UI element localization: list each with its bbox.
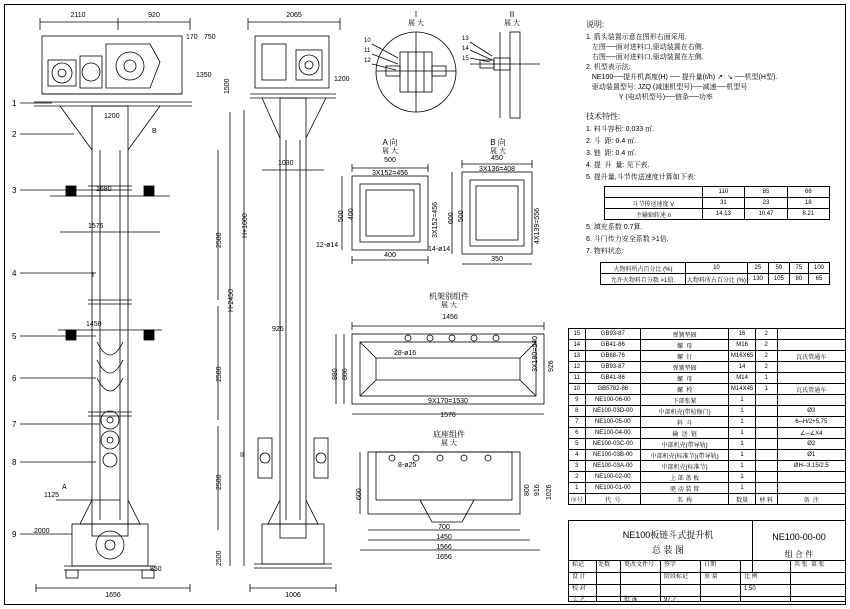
table-row <box>605 209 830 220</box>
pl-5-extra: 瓦氏管通车 <box>777 384 846 395</box>
drawing-name-line2: 总 装 图 <box>651 545 684 555</box>
drawing-number: NE100-00-00 <box>772 532 826 542</box>
table-row <box>569 461 846 472</box>
tech-th-2: 85 <box>745 187 788 198</box>
note-line-6: 驱动装置型号: JZQ (减速机型号)──减速──机型号 <box>586 84 748 91</box>
pl-13-extra <box>777 472 846 483</box>
view-A-sub: 展 大 <box>382 148 398 155</box>
pl-13-code: NE100-02-00 <box>585 472 641 483</box>
viewA-dim-12xd14: 12-ø14 <box>316 242 339 249</box>
pl-3-extra <box>777 362 846 373</box>
mat-r0c4: 80 <box>789 274 808 285</box>
mat-r0c1: 大物料所占百分比 (%) <box>685 274 747 285</box>
pl-6-rem <box>755 395 777 406</box>
pl-13-rem <box>755 472 777 483</box>
pl-h-7: 备 注 <box>777 494 846 505</box>
notes-heading: 说明: <box>586 20 605 29</box>
dim-2500-a: 2500 <box>216 232 223 248</box>
frame-bottom-dim-8xd25: 8-ø25 <box>398 462 417 469</box>
assembly-label: 组 合 件 <box>784 550 814 559</box>
table-row <box>569 406 846 417</box>
material-table <box>600 262 830 285</box>
tech-line-5: 5. 提升量,斗节传送速度计算如下表: <box>586 174 696 181</box>
label-A-lower: A <box>62 484 67 491</box>
item-no-3: 3 <box>12 186 17 195</box>
label-B-top: B <box>152 128 157 135</box>
frame-bottom-dim-1566: 1566 <box>436 544 452 551</box>
viewB-dim-14xd14: 14-ø14 <box>428 246 451 253</box>
pl-h-3: 数量 <box>729 494 756 505</box>
viewA-dim-500-v: 500 <box>338 210 345 222</box>
frame-top-dim-1576: 1576 <box>440 412 456 419</box>
pl-12-qty: 1 <box>729 461 756 472</box>
table-row <box>569 472 846 483</box>
frame-top-dim-880: 880 <box>332 368 339 380</box>
frame-top-dim-3x180: 3X180=540 <box>532 335 539 372</box>
dim-920: 920 <box>148 12 160 19</box>
pl-12-code: NE100-03A-00 <box>585 461 641 472</box>
item-no-13: 13 <box>462 36 469 42</box>
table-row <box>569 428 846 439</box>
date-label: 日期 <box>704 562 717 568</box>
pl-10-extra: Ø2 <box>777 439 846 450</box>
dim-1576: 1576 <box>88 223 104 230</box>
tech-r0c0: 斗节传送速度 V <box>605 198 703 209</box>
post-line-1: 5. 填充系数 0.7算. <box>586 224 643 231</box>
pl-h-2: 名 称 <box>641 494 729 505</box>
change-doc-label: 更改文件号 <box>624 562 655 568</box>
tech-table <box>604 186 830 220</box>
table-row <box>569 439 846 450</box>
pl-h-0: 序号 <box>569 494 586 505</box>
pl-8-no: 7 <box>569 417 586 428</box>
pl-0-code: GB93-87 <box>585 329 641 340</box>
pl-2-name: 螺 钉 <box>641 351 729 362</box>
viewB-dim-600-v: 600 <box>448 212 455 224</box>
drawing-name-line1: NE100板链斗式提升机 <box>622 530 714 540</box>
note-line-2: 左图──面对进料口,驱动装置在右侧. <box>586 44 704 51</box>
frame-bottom-dim-1026: 1026 <box>546 484 553 500</box>
tech-th-0 <box>605 187 703 198</box>
pl-3-rem: 2 <box>755 362 777 373</box>
viewA-dim-3x152-v: 3X152=456 <box>432 201 439 238</box>
design-label: 设 计 <box>572 574 586 580</box>
pl-4-rem: 1 <box>755 373 777 384</box>
pl-8-name: 料 斗 <box>641 417 729 428</box>
note-line-3: 右图──面对进料口,驱动装置在左侧. <box>586 54 704 61</box>
dim-1200-side: 1200 <box>334 76 350 83</box>
note-line-1: 1. 箭头装置示意在图形右面采用. <box>586 34 687 41</box>
pl-9-no: 6 <box>569 428 586 439</box>
table-row <box>569 483 846 494</box>
dim-1200: 1200 <box>104 113 120 120</box>
pl-7-qty: 1 <box>729 406 756 417</box>
pl-7-code: NE100-03D-00 <box>585 406 641 417</box>
frame-bottom-dim-800: 800 <box>524 484 531 496</box>
pl-1-no: 14 <box>569 340 586 351</box>
parts-list-table <box>568 328 846 505</box>
pl-11-no: 4 <box>569 450 586 461</box>
frame-top-dim-926: 926 <box>548 360 555 372</box>
viewA-dim-3x152: 3X152=456 <box>371 170 408 177</box>
view-B-label: B 向 <box>490 138 506 147</box>
item-no-10: 10 <box>364 38 371 44</box>
item-no-6: 6 <box>12 374 17 383</box>
frame-top-dim-9x170: 9X170=1530 <box>428 398 468 405</box>
pl-6-qty: 1 <box>729 395 756 406</box>
pl-11-qty: 1 <box>729 450 756 461</box>
tech-th-3: 66 <box>787 187 829 198</box>
item-no-8: 8 <box>12 458 17 467</box>
table-row <box>569 450 846 461</box>
mass-value: 97.7 <box>664 597 676 603</box>
sheet-count-label: 共 张 第 张 <box>794 562 825 568</box>
tech-r0c2: 23 <box>745 198 788 209</box>
frame-bottom-dim-1656: 1656 <box>436 554 452 561</box>
label-II-mid: II <box>240 452 244 459</box>
dim-2500-d: 2500 <box>216 550 223 566</box>
pl-8-qty: 1 <box>729 417 756 428</box>
viewA-dim-400-v: 400 <box>348 208 355 220</box>
pl-11-name: 中部机壳(标准节)(带导轨) <box>641 450 729 461</box>
frame-bottom-label: 底座组件 <box>433 430 465 439</box>
pl-14-extra <box>777 483 846 494</box>
pl-14-qty: 1 <box>729 483 756 494</box>
pl-1-name: 螺 母 <box>641 340 729 351</box>
pl-12-rem <box>755 461 777 472</box>
pl-2-no: 13 <box>569 351 586 362</box>
section-II-label: II <box>509 10 515 19</box>
pl-0-rem: 2 <box>755 329 777 340</box>
pl-8-code: NE100-05-00 <box>585 417 641 428</box>
title-block-div-v4 <box>660 560 661 602</box>
pl-4-extra <box>777 373 846 384</box>
pl-9-rem <box>755 428 777 439</box>
viewB-dim-3x136: 3X136=408 <box>478 166 515 173</box>
frame-top-dim-1456: 1456 <box>442 314 458 321</box>
pl-14-no: 1 <box>569 483 586 494</box>
dim-1030: 1030 <box>278 160 294 167</box>
pl-5-qty: M14X45 <box>729 384 756 395</box>
viewB-dim-4x139: 4X139=556 <box>534 207 541 244</box>
frame-bottom-dim-700: 700 <box>438 524 450 531</box>
item-no-4: 4 <box>12 269 17 278</box>
pl-4-code: GB41-86 <box>585 373 641 384</box>
mat-th-1: 10 <box>685 263 747 274</box>
dim-1450: 1450 <box>86 321 102 328</box>
pl-5-name: 螺 栓 <box>641 384 729 395</box>
view-A-label: A 向 <box>382 138 398 147</box>
note-line-7: Y (电动机型号)──链条──功率 <box>586 94 713 101</box>
tech-th-1: 110 <box>702 187 745 198</box>
pl-3-code: GB93-87 <box>585 362 641 373</box>
pl-3-no: 12 <box>569 362 586 373</box>
scale-value: 1:50 <box>744 586 756 592</box>
pl-h-4: 材 料 <box>755 494 777 505</box>
dim-2500-c: 2500 <box>216 474 223 490</box>
pl-12-extra: ØH─3.15/2.5 <box>777 461 846 472</box>
pl-6-name: 下部张紧 <box>641 395 729 406</box>
viewA-dim-400: 400 <box>384 252 396 259</box>
table-row <box>569 329 846 340</box>
pl-9-code: NE100-04-00 <box>585 428 641 439</box>
mat-th-4: 75 <box>789 263 808 274</box>
item-no-9: 9 <box>12 530 17 539</box>
tech-heading: 技术特性: <box>586 112 621 121</box>
title-block-div-h3 <box>568 584 846 585</box>
item-no-5: 5 <box>12 332 17 341</box>
table-row <box>569 362 846 373</box>
frame-top-dim-28xd16: 28-ø16 <box>394 350 417 357</box>
item-no-12: 12 <box>364 58 371 64</box>
scale-col-label: 比 例 <box>744 574 758 580</box>
title-block-div-v6 <box>740 560 741 602</box>
pl-1-rem: 2 <box>755 340 777 351</box>
dim-850: 850 <box>150 566 162 573</box>
table-row <box>569 395 846 406</box>
title-block-div-v3 <box>620 560 621 602</box>
dim-2500-b: 2500 <box>216 366 223 382</box>
title-block-div-h2 <box>568 572 846 573</box>
item-no-15: 15 <box>462 56 469 62</box>
pl-h-1: 代 号 <box>585 494 641 505</box>
mat-th-0: 火物料所占百分比 (%) <box>601 263 686 274</box>
title-block-div-v2 <box>596 560 597 602</box>
mat-r0c2: 130 <box>747 274 768 285</box>
mark-label: 标记 <box>572 562 585 568</box>
pl-5-no: 10 <box>569 384 586 395</box>
frame-top-sub: 展 大 <box>441 302 457 309</box>
item-no-2: 2 <box>12 130 17 139</box>
tech-r1c3: 8.21 <box>787 209 829 220</box>
pl-7-name: 中部机壳(带检修门) <box>641 406 729 417</box>
dim-1500: 1500 <box>224 78 231 94</box>
dim-1006-bottom: 1006 <box>285 592 301 599</box>
title-block-div-h1 <box>568 560 846 561</box>
tech-line-4: 4. 提 升 量: 见下表. <box>586 162 650 169</box>
table-row <box>569 373 846 384</box>
title-block-div-v5 <box>700 560 701 602</box>
mat-th-2: 25 <box>747 263 768 274</box>
pl-10-qty: 1 <box>729 439 756 450</box>
dim-2110: 2110 <box>70 12 86 19</box>
dim-1680: 1680 <box>96 186 112 193</box>
label-I-mid: I <box>92 272 94 279</box>
dim-H2450: H-2450 <box>228 289 235 312</box>
post-line-3: 7. 物料状态: <box>586 248 624 255</box>
pl-5-rem: 1 <box>755 384 777 395</box>
dim-926: 926 <box>272 326 284 333</box>
pl-7-extra: Ø3 <box>777 406 846 417</box>
pl-2-code: GB68-76 <box>585 351 641 362</box>
frame-bottom-dim-1450: 1450 <box>436 534 452 541</box>
item-no-11: 11 <box>364 48 371 54</box>
table-row <box>601 274 830 285</box>
pl-10-name: 中部机壳(带导轨) <box>641 439 729 450</box>
dim-1125: 1125 <box>44 492 60 499</box>
pl-0-name: 弹簧垫圈 <box>641 329 729 340</box>
pl-12-no: 3 <box>569 461 586 472</box>
title-block-div-v7 <box>790 560 791 602</box>
pl-2-extra: 瓦氏管通车 <box>777 351 846 362</box>
pl-6-code: NE100-06-00 <box>585 395 641 406</box>
table-row <box>569 384 846 395</box>
pl-7-rem <box>755 406 777 417</box>
tech-r0c1: 31 <box>702 198 745 209</box>
frame-bottom-dim-600: 600 <box>356 488 363 500</box>
viewA-dim-500: 500 <box>384 157 396 164</box>
pl-13-name: 上 部 盖 板 <box>641 472 729 483</box>
pl-9-qty: 1 <box>729 428 756 439</box>
viewB-dim-500-v: 500 <box>458 210 465 222</box>
title-block-div-h4 <box>568 596 846 597</box>
pl-3-name: 弹簧垫圈 <box>641 362 729 373</box>
dim-2000: 2000 <box>34 528 50 535</box>
dim-1350: 1350 <box>196 72 212 79</box>
title-block-div-v1 <box>752 520 753 572</box>
note-line-4: 2. 机型表示法: <box>586 64 631 71</box>
dim-H1600: H+1600 <box>242 213 249 238</box>
frame-bottom-dim-916: 916 <box>534 484 541 496</box>
pl-8-extra: 6─H/2+5.75 <box>777 417 846 428</box>
pl-0-qty: 16 <box>729 329 756 340</box>
viewB-dim-450: 450 <box>491 155 503 162</box>
table-row <box>605 198 830 209</box>
weight-col-label: 重 量 <box>704 574 718 580</box>
dim-750: 750 <box>204 34 216 41</box>
tech-r1c0: 主输轴转速 n <box>605 209 703 220</box>
pl-4-name: 螺 母 <box>641 373 729 384</box>
section-II-sub: 展 大 <box>504 20 520 27</box>
frame-bottom-sub: 展 大 <box>441 440 457 447</box>
pl-11-code: NE100-03B-00 <box>585 450 641 461</box>
mat-r0c5: 65 <box>809 274 830 285</box>
tech-r1c1: 14.13 <box>702 209 745 220</box>
pl-13-no: 2 <box>569 472 586 483</box>
table-row <box>569 417 846 428</box>
pl-1-qty: M16 <box>729 340 756 351</box>
frame-top-label: 机架别组件 <box>429 292 469 301</box>
pl-2-rem: 2 <box>755 351 777 362</box>
pl-14-name: 驱 动 装 置 <box>641 483 729 494</box>
pl-0-no: 15 <box>569 329 586 340</box>
pl-9-name: 输 送 链 <box>641 428 729 439</box>
pl-14-rem <box>755 483 777 494</box>
check-label: 校 对 <box>572 586 586 592</box>
dim-170: 170 <box>186 34 198 41</box>
tech-r0c3: 18 <box>787 198 829 209</box>
mat-r0c3: 105 <box>768 274 789 285</box>
frame-top-dim-806: 806 <box>342 368 349 380</box>
pl-14-code: NE100-01-00 <box>585 483 641 494</box>
pl-7-no: 8 <box>569 406 586 417</box>
table-row <box>569 340 846 351</box>
pl-1-extra <box>777 340 846 351</box>
note-line-5: NE100──提升机高度(H) ── 提升量(t/h) ↗ ↘ ──机型(H型). <box>586 74 778 81</box>
pl-13-qty: 1 <box>729 472 756 483</box>
pl-0-extra <box>777 329 846 340</box>
pl-4-no: 11 <box>569 373 586 384</box>
proc-label: 工 艺 <box>572 597 586 603</box>
pl-2-qty: M16X65 <box>729 351 756 362</box>
pl-11-extra: Ø1 <box>777 450 846 461</box>
pl-10-code: NE100-03C-00 <box>585 439 641 450</box>
mat-th-3: 50 <box>768 263 789 274</box>
post-line-2: 6. 斗门传力安全系数 >1倍. <box>586 236 669 243</box>
pl-10-no: 5 <box>569 439 586 450</box>
pl-1-code: GB41-86 <box>585 340 641 351</box>
mat-r0c0: 允许火物料百分数 >1值. <box>601 274 686 285</box>
pl-8-rem <box>755 417 777 428</box>
sign-label: 签字 <box>664 562 677 568</box>
pl-6-extra <box>777 395 846 406</box>
pl-12-name: 中部机壳(标准节) <box>641 461 729 472</box>
pl-9-extra: ∠─∠X4 <box>777 428 846 439</box>
section-I-label: I <box>414 10 418 19</box>
item-no-14: 14 <box>462 46 469 52</box>
pl-10-rem <box>755 439 777 450</box>
tech-line-3: 3. 链 距: 0.4 ㎡. <box>586 150 637 157</box>
pl-11-rem <box>755 450 777 461</box>
qty-label: 处数 <box>598 562 611 568</box>
pl-4-qty: M14 <box>729 373 756 384</box>
view-B-sub: 展 大 <box>490 148 506 155</box>
tech-line-2: 2. 斗 距: 0.4 ㎡. <box>586 138 637 145</box>
section-I-sub: 展 大 <box>408 20 424 27</box>
viewB-dim-350: 350 <box>491 256 503 263</box>
mat-th-5: 100 <box>809 263 830 274</box>
pl-6-no: 9 <box>569 395 586 406</box>
dim-1656: 1656 <box>105 592 121 599</box>
parts-list-header-row <box>569 494 846 505</box>
dim-2065: 2065 <box>286 12 302 19</box>
tech-line-1: 1. 料斗容积: 0.033 ㎡. <box>586 126 655 133</box>
table-row <box>569 351 846 362</box>
item-no-1: 1 <box>12 99 17 108</box>
approve-label: 批 准 <box>624 597 638 603</box>
tech-r1c2: 10.47 <box>745 209 788 220</box>
pl-5-code: GB5782-86 <box>585 384 641 395</box>
pl-3-qty: 14 <box>729 362 756 373</box>
item-no-7: 7 <box>12 420 17 429</box>
stage-label: 阶段标记 <box>664 574 689 580</box>
